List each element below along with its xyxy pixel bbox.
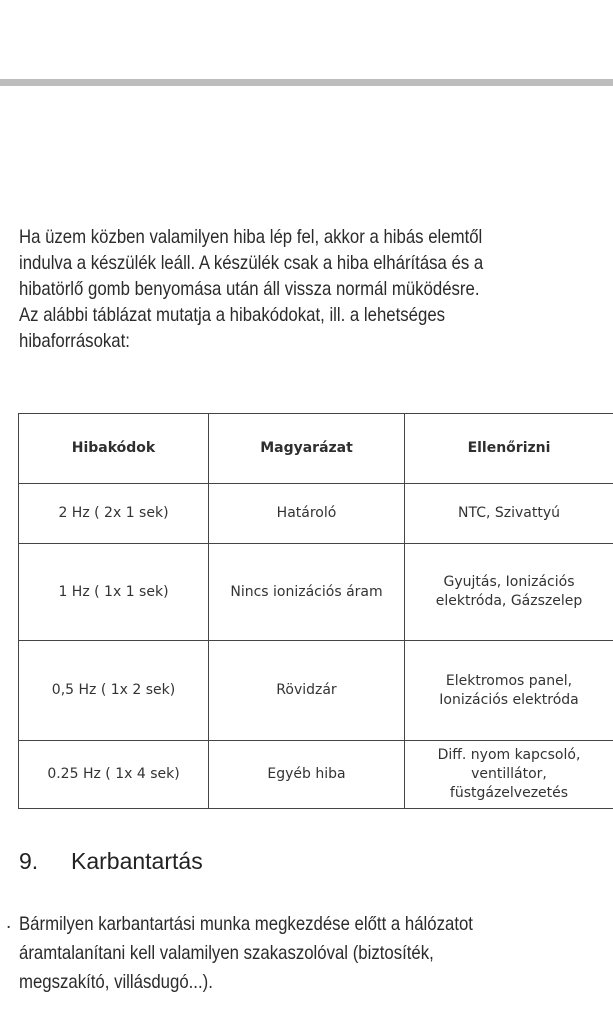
cell-code: 0.25 Hz ( 1x 4 sek) bbox=[19, 741, 209, 809]
cell-check bbox=[405, 741, 613, 809]
intro-line: Ha üzem közben valamilyen hiba lép fel, akkor a hibás elemtől bbox=[19, 226, 483, 248]
check-line: füstgázelvezetés bbox=[449, 785, 569, 801]
cell-code: 0,5 Hz ( 1x 2 sek) bbox=[19, 641, 209, 741]
check-line: ventillátor, bbox=[471, 766, 547, 782]
maintenance-paragraph bbox=[19, 910, 604, 997]
header-check: Ellenőrizni bbox=[405, 414, 613, 484]
cell-explanation: Egyéb hiba bbox=[209, 741, 405, 809]
table-header-row bbox=[19, 414, 613, 484]
cell-explanation: Rövidzár bbox=[209, 641, 405, 741]
error-code-table bbox=[18, 413, 613, 809]
section-heading bbox=[19, 848, 203, 875]
section-number: 9. bbox=[19, 848, 39, 874]
table-row bbox=[19, 741, 613, 809]
top-divider-rule bbox=[0, 79, 613, 86]
cell-check bbox=[405, 641, 613, 741]
maintenance-line: áramtalanítani kell valamilyen szakaszolóval (biztosíték, bbox=[19, 942, 434, 964]
intro-line: hibatörlő gomb benyomása után áll vissza normál müködésre. bbox=[19, 278, 480, 300]
maintenance-line: Bármilyen karbantartási munka megkezdése előtt a hálózatot bbox=[19, 913, 473, 935]
maintenance-line: megszakító, villásdugó...). bbox=[19, 971, 213, 993]
cell-code: 2 Hz ( 2x 1 sek) bbox=[19, 484, 209, 544]
cell-check bbox=[405, 484, 613, 544]
intro-line: indulva a készülék leáll. A készülék csak a hiba elhárítása és a bbox=[19, 252, 484, 274]
check-line: Elektromos panel, bbox=[445, 672, 573, 689]
cell-check bbox=[405, 544, 613, 641]
cell-code: 1 Hz ( 1x 1 sek) bbox=[19, 544, 209, 641]
header-explanation: Magyarázat bbox=[209, 414, 405, 484]
table-row bbox=[19, 544, 613, 641]
check-line: Gyujtás, Ionizációs bbox=[443, 574, 575, 590]
intro-line: hibaforrásokat: bbox=[19, 330, 130, 352]
check-line: NTC, Szivattyú bbox=[457, 505, 560, 521]
cell-explanation: Nincs ionizációs áram bbox=[209, 544, 405, 641]
table-row bbox=[19, 641, 613, 741]
check-line: Ionizációs elektróda bbox=[439, 691, 579, 708]
cell-explanation: Határoló bbox=[209, 484, 405, 544]
header-error-codes: Hibakódok bbox=[19, 414, 209, 484]
section-title-text: Karbantartás bbox=[71, 848, 203, 874]
check-line: elektróda, Gázszelep bbox=[435, 593, 583, 609]
check-line: Diff. nyom kapcsoló, bbox=[437, 747, 581, 763]
intro-line: Az alábbi táblázat mutatja a hibakódokat, ill. a lehetséges bbox=[19, 304, 446, 326]
bullet-marker: . bbox=[6, 912, 12, 933]
table-row bbox=[19, 484, 613, 544]
intro-paragraph bbox=[19, 224, 604, 354]
